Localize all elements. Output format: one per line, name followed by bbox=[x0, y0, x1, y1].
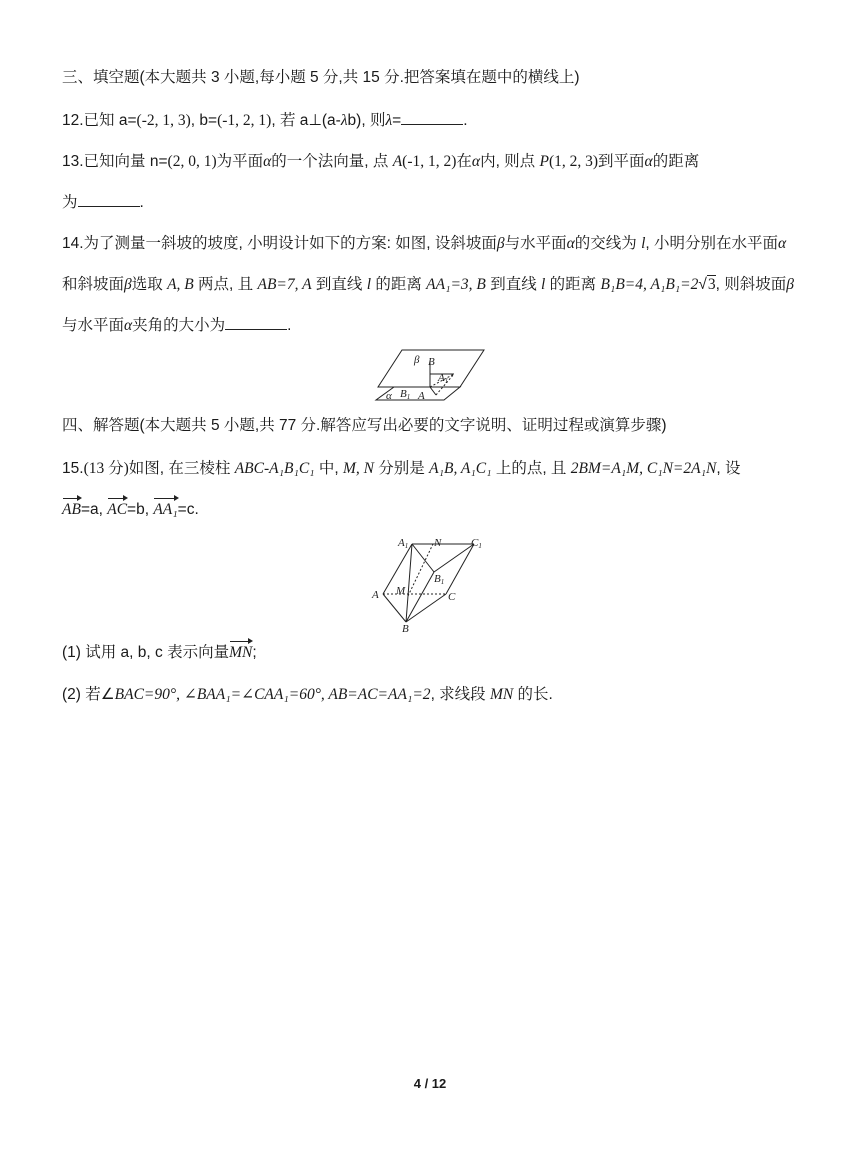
question-15-part-1 bbox=[62, 642, 257, 664]
q15-text-4: 上的点, 且 bbox=[491, 460, 571, 477]
fig2-label-n: N bbox=[434, 537, 442, 549]
q12-mid4: = bbox=[392, 112, 402, 129]
q14-eq-3: B₁B=4, A₁B₁=2 bbox=[600, 276, 699, 293]
q14-text-9: 的距离 bbox=[371, 276, 427, 293]
q15-part-2-text-3: 的长. bbox=[513, 686, 553, 703]
q13-alpha-2: α bbox=[471, 153, 481, 170]
fig2-label-a: A bbox=[372, 589, 379, 601]
q12-mid2: , 若 a⊥(a- bbox=[271, 112, 341, 129]
question-14-line-3: 与水平面α夹角的大小为 . bbox=[62, 317, 292, 334]
q14-text-14: 夹角的大小为 bbox=[132, 317, 226, 334]
q14-alpha: α bbox=[566, 235, 575, 252]
q14-text-3: 的交线为 bbox=[574, 235, 642, 252]
q15-equations: 2BM=A₁M, C₁N=2A₁N bbox=[570, 460, 717, 477]
q14-beta: β bbox=[496, 235, 505, 252]
q13-a-value: (-1, 1, 2) bbox=[402, 153, 457, 170]
q12-prefix: 12.已知 a= bbox=[62, 112, 137, 129]
segment-a1-b bbox=[406, 544, 412, 622]
fig2-label-m: M bbox=[396, 585, 406, 597]
edge-b-c bbox=[406, 594, 446, 622]
section-4-heading: 四、解答题(本大题共 5 小题,共 77 分.解答应写出必要的文字说明、证明过程或演算步骤) bbox=[62, 417, 667, 434]
q13-line2-text: 为 bbox=[62, 194, 78, 211]
fig2-label-a1: A1 bbox=[398, 537, 409, 550]
q15-part-1-text: (1) 试用 a, b, c 表示向量 bbox=[62, 644, 230, 661]
q14-points-ab: A, B bbox=[167, 276, 194, 293]
q15-part-2-mn: MN bbox=[489, 686, 514, 703]
q15-text-5: , 设 bbox=[716, 460, 741, 477]
vector-mn: MN bbox=[229, 642, 252, 664]
section-3-heading: 三、填空题(本大题共 3 小题,每小题 5 分,共 15 分.把答案填在题中的横线上) bbox=[62, 69, 580, 86]
fig1-label-alpha: α bbox=[386, 390, 392, 402]
q13-point-p: P bbox=[539, 153, 549, 170]
q15-prefix: 15. bbox=[62, 460, 84, 477]
question-15-line-1 bbox=[62, 458, 740, 480]
q14-text-5: 和斜坡面 bbox=[62, 276, 125, 293]
q13-mid1: 为平面 bbox=[216, 153, 264, 170]
slope-figure bbox=[372, 348, 488, 404]
fig2-label-b1: B1 bbox=[434, 573, 445, 586]
fig1-label-a1: A1 bbox=[438, 372, 449, 385]
question-15-line-2 bbox=[62, 499, 199, 521]
page-number: 4 / 12 bbox=[413, 1076, 447, 1091]
q14-eq-1: AB=7, A bbox=[257, 276, 312, 293]
segment-b1-a bbox=[430, 387, 436, 395]
q14-text-11: 的距离 bbox=[545, 276, 601, 293]
q13-mid5: 到平面 bbox=[598, 153, 645, 170]
prism-figure bbox=[368, 534, 488, 634]
q14-text-13: 与水平面 bbox=[62, 317, 125, 334]
q14-line-l-3: l bbox=[541, 276, 546, 293]
question-12: 12.已知 a=(-2, 1, 3), b=(-1, 2, 1), 若 a⊥(a-λb), 则λ= . bbox=[62, 112, 468, 129]
q15-part-2-text-2: , 求线段 bbox=[430, 686, 490, 703]
q13-mid2: 的一个法向量, 点 bbox=[271, 153, 393, 170]
q15-prism: ABC-A₁B₁C₁ bbox=[234, 460, 315, 477]
fig2-label-b: B bbox=[402, 623, 409, 634]
q13-mid6: 的距离 bbox=[652, 153, 700, 170]
q15-eq-c: =c. bbox=[177, 501, 199, 518]
q14-text-8: 到直线 bbox=[311, 276, 367, 293]
q14-alpha-3: α bbox=[124, 317, 133, 334]
q13-prefix: 13.已知向量 n= bbox=[62, 153, 168, 170]
q12-b-value: (-1, 2, 1) bbox=[217, 112, 272, 129]
q15-points-mn: M, N bbox=[343, 460, 374, 477]
q13-answer-blank[interactable] bbox=[78, 192, 140, 207]
q13-point-a: A bbox=[392, 153, 403, 170]
q14-text-7: 两点, 且 bbox=[193, 276, 258, 293]
question-14-line-2: 和斜坡面β选取 A, B 两点, 且 AB=7, A 到直线 l 的距离 AA₁=3, B 到直线 l 的距离 B₁B=4, A₁B₁=2√3, 则斜坡面β bbox=[62, 276, 795, 293]
q14-text-2: 与水平面 bbox=[504, 235, 567, 252]
q13-alpha-3: α bbox=[644, 153, 653, 170]
question-13-line-2: 为 . bbox=[62, 194, 144, 211]
q15-text-2: 中, bbox=[314, 460, 343, 477]
fig2-label-c1: C1 bbox=[471, 537, 482, 550]
edge-b1-b bbox=[406, 572, 434, 622]
q15-part-2-text-1: (2) 若∠ bbox=[62, 686, 115, 703]
vector-ac: AC bbox=[107, 499, 127, 521]
fig1-label-beta: β bbox=[414, 354, 420, 366]
q13-alpha: α bbox=[263, 153, 272, 170]
question-15-part-2 bbox=[62, 684, 553, 706]
q12-lambda: λ bbox=[340, 112, 348, 129]
edge-c1-c bbox=[446, 544, 474, 594]
q13-n-value: (2, 0, 1) bbox=[167, 153, 217, 170]
q14-text-6: 选取 bbox=[131, 276, 168, 293]
q12-lambda-2: λ bbox=[385, 112, 393, 129]
q15-score: (13 分) bbox=[83, 460, 129, 477]
q15-eq-a: =a, bbox=[80, 501, 108, 518]
q14-eq-2: AA₁=3, B bbox=[426, 276, 486, 293]
q13-p-value: (1, 2, 3) bbox=[548, 153, 599, 170]
fig2-label-c: C bbox=[448, 591, 456, 603]
vector-ab: AB bbox=[62, 499, 81, 521]
q14-answer-blank[interactable] bbox=[225, 315, 287, 330]
fig1-label-b: B bbox=[428, 356, 435, 368]
question-13-line-1 bbox=[62, 151, 699, 173]
fig1-label-a: A bbox=[418, 390, 425, 402]
question-14-line-1 bbox=[62, 233, 786, 255]
q15-eq-b: =b, bbox=[127, 501, 154, 518]
q12-mid1: , b= bbox=[190, 112, 218, 129]
q12-answer-blank[interactable] bbox=[401, 110, 463, 125]
q15-part-1-end: ; bbox=[252, 644, 257, 661]
q14-alpha-2: α bbox=[778, 235, 787, 252]
q15-part-2-expr: BAC=90°, ∠BAA₁=∠CAA₁=60°, AB=AC=AA₁=2 bbox=[114, 686, 431, 703]
q13-mid4: 内, 则点 bbox=[480, 153, 540, 170]
q14-sqrt-value: 3 bbox=[707, 276, 716, 293]
q14-line-l: l bbox=[641, 235, 646, 252]
q15-segments: A₁B, A₁C₁ bbox=[429, 460, 492, 477]
q12-a-value: (-2, 1, 3) bbox=[136, 112, 191, 129]
q14-text-1: 14.为了测量一斜坡的坡度, 小明设计如下的方案: 如图, 设斜坡面 bbox=[62, 235, 497, 252]
q15-text-1: 如图, 在三棱柱 bbox=[128, 460, 235, 477]
fig1-label-b1: B1 bbox=[400, 388, 411, 401]
q14-text-10: 到直线 bbox=[485, 276, 542, 293]
q15-text-3: 分别是 bbox=[374, 460, 430, 477]
q14-beta-3: β bbox=[786, 276, 795, 293]
q12-mid3: b), 则 bbox=[347, 112, 386, 129]
q14-beta-2: β bbox=[124, 276, 132, 293]
q13-mid3: 在 bbox=[456, 153, 472, 170]
q14-text-12: , 则斜坡面 bbox=[715, 276, 787, 293]
q14-text-4: , 小明分别在水平面 bbox=[645, 235, 779, 252]
q14-line-l-2: l bbox=[366, 276, 372, 293]
edge-a-b bbox=[383, 594, 406, 622]
vector-aa1: AA₁ bbox=[153, 499, 177, 521]
